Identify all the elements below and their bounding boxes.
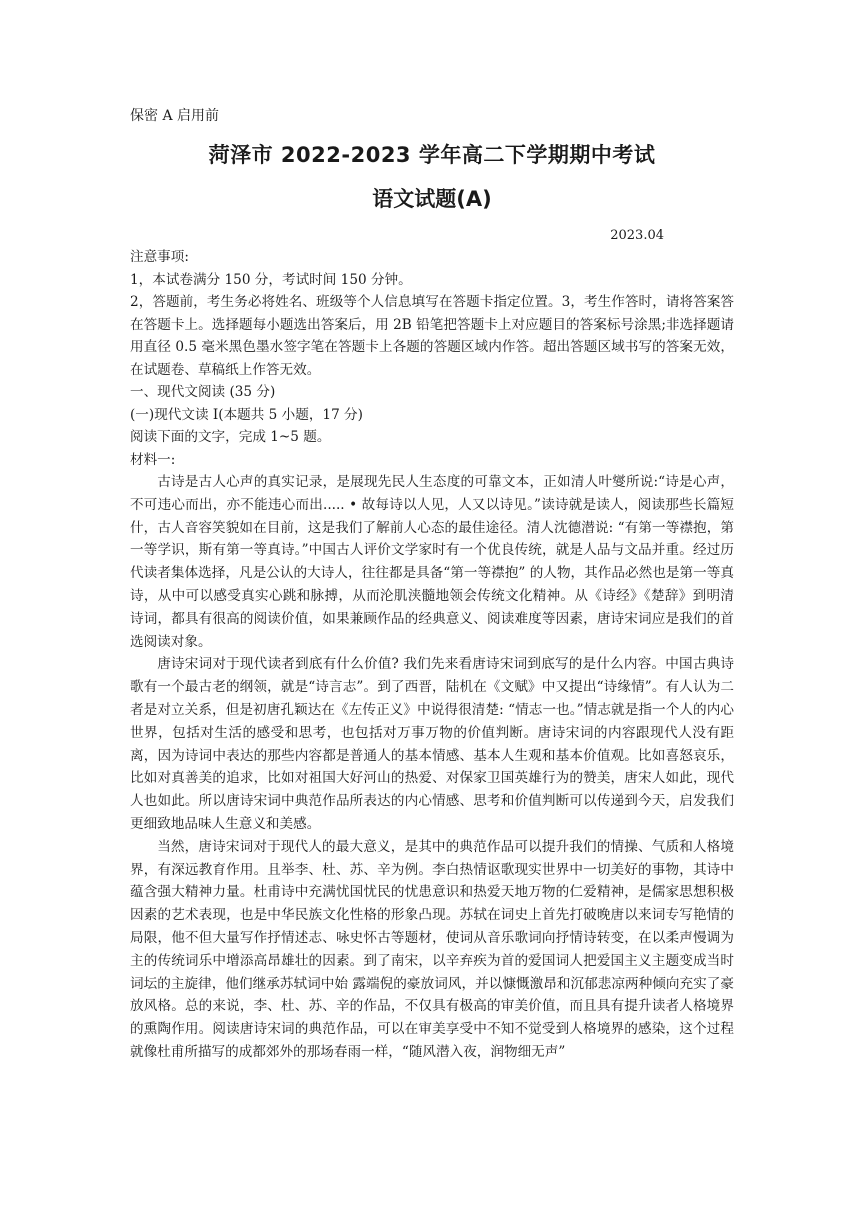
section-instruction: 阅读下面的文字，完成 1~5 题。 [130, 429, 331, 445]
exam-subtitle: 语文试题(A) [372, 187, 492, 211]
notice-item-1: 1，本试卷满分 150 分，考试时间 150 分钟。 [130, 271, 412, 288]
secret-label: 保密 A 启用前 [130, 108, 220, 124]
material-paragraph-1: 古诗是古人心声的真实记录，是展现先民人生态度的可靠文本，正如清人叶燮所说:“诗是心声，不可违心而出，亦不能违心而出..... • 故每诗以人见，人又以诗见。”读诗就是读人，阅读那些长篇短什，古人音容笑貌如在目前，这是我们了解前人心态的最佳途径。清人沈德潜说: “有第一等襟抱，第一等学识，斯有第一等真诗。”中国古人评价文学家时有一个优良传统，就是人品与文品并重。经过历代读者集体选择，凡是公认的大诗人，往往都是具备“第一等襟抱” 的人物，其作品必然也是第一等真诗，从中可以感受真实心跳和脉搏，从而沦肌浃髓地领会传统文化精神。从《诗经》《楚辞》到明清诗词，都具有很高的阅读价值，如果兼顾作品的经典意义、阅读难度等因素，唐诗宋词应是我们的首选阅读对象。 [130, 474, 734, 650]
exam-page [130, 100, 734, 1064]
section-sub-one: (一)现代文读 I(本题共 5 小题，17 分) [130, 406, 363, 423]
material-paragraph-2: 唐诗宋词对于现代读者到底有什么价值? 我们先来看唐诗宋词到底写的是什么内容。中国古典诗歌有一个最古老的纲领，就是“诗言志”。到了西晋，陆机在《文赋》中又提出“诗缘情”。有人认为二者是对立关系，但是初唐孔颖达在《左传正义》中说得很清楚: “情志一也。”情志就是指一个人的内心世界，包括对生活的感受和思考，也包括对万事万物的价值判断。唐诗宋词的内容跟现代人没有距离，因为诗词中表达的那些内容都是普通人的基本情感、基本人生观和基本价值观。比如喜怒哀乐，比如对真善美的追求，比如对祖国大好河山的热爱、对保家卫国英雄行为的赞美，唐宋人如此，现代人也如此。所以唐诗宋词中典范作品所表达的内心情感、思考和价值判断可以传递到今天，启发我们更细致地品味人生意义和美感。 [130, 656, 734, 832]
notice-heading: 注意事项: [130, 249, 189, 265]
section-part-one: 一、现代文阅读 (35 分) [130, 384, 276, 400]
notice-item-2: 2，答题前，考生务必将姓名、班级等个人信息填写在答题卡指定位置。3，考生作答时，请将答案答在答题卡上。选择题每小题选出答案后，用 2B 铅笔把答题卡上对应题目的答案标号涂黑;非选择题请用直径 0.5 毫米黑色墨水签字笔在答题卡上各题的答题区域内作答。超出答题区域书写的答案无效，在试题卷、草稿纸上作答无效。 [130, 294, 734, 378]
exam-date: 2023.04 [610, 228, 664, 243]
material-label: 材料一: [130, 451, 176, 468]
exam-title: 菏泽市 2022-2023 学年高二下学期期中考试 [208, 143, 656, 167]
material-paragraph-3: 当然，唐诗宋词对于现代人的最大意义，是其中的典范作品可以提升我们的情操、气质和人格境界，有深远教育作用。且举李、杜、苏、辛为例。李白热情讴歌现实世界中一切美好的事物，其诗中蕴含强大精神力量。杜甫诗中充满忧国忧民的忧患意识和热爱天地万物的仁爱精神，是儒家思想积极因素的艺术表现，也是中华民族文化性格的形象凸现。苏轼在词史上首先打破晚唐以来词专写艳情的局限，他不但大量写作抒情述志、咏史怀古等题材，使词从音乐歌词向抒情诗转变，在以柔声慢调为主的传统词乐中增添高昂雄壮的因素。到了南宋，以辛弃疾为首的爱国词人把爱国主义主题变成当时词坛的主旋律，他们继承苏轼词中始 露端倪的豪放词风，并以慷慨激昂和沉郁悲凉两种倾向充实了豪放风格。总的来说，李、杜、苏、辛的作品，不仅具有极高的审美价值，而且具有提升读者人格境界的熏陶作用。阅读唐诗宋词的典范作品，可以在审美享受中不知不觉受到人格境界的感染，这个过程就像杜甫所描写的成都郊外的那场春雨一样，“随风潜入夜，润物细无声” [130, 838, 734, 1060]
